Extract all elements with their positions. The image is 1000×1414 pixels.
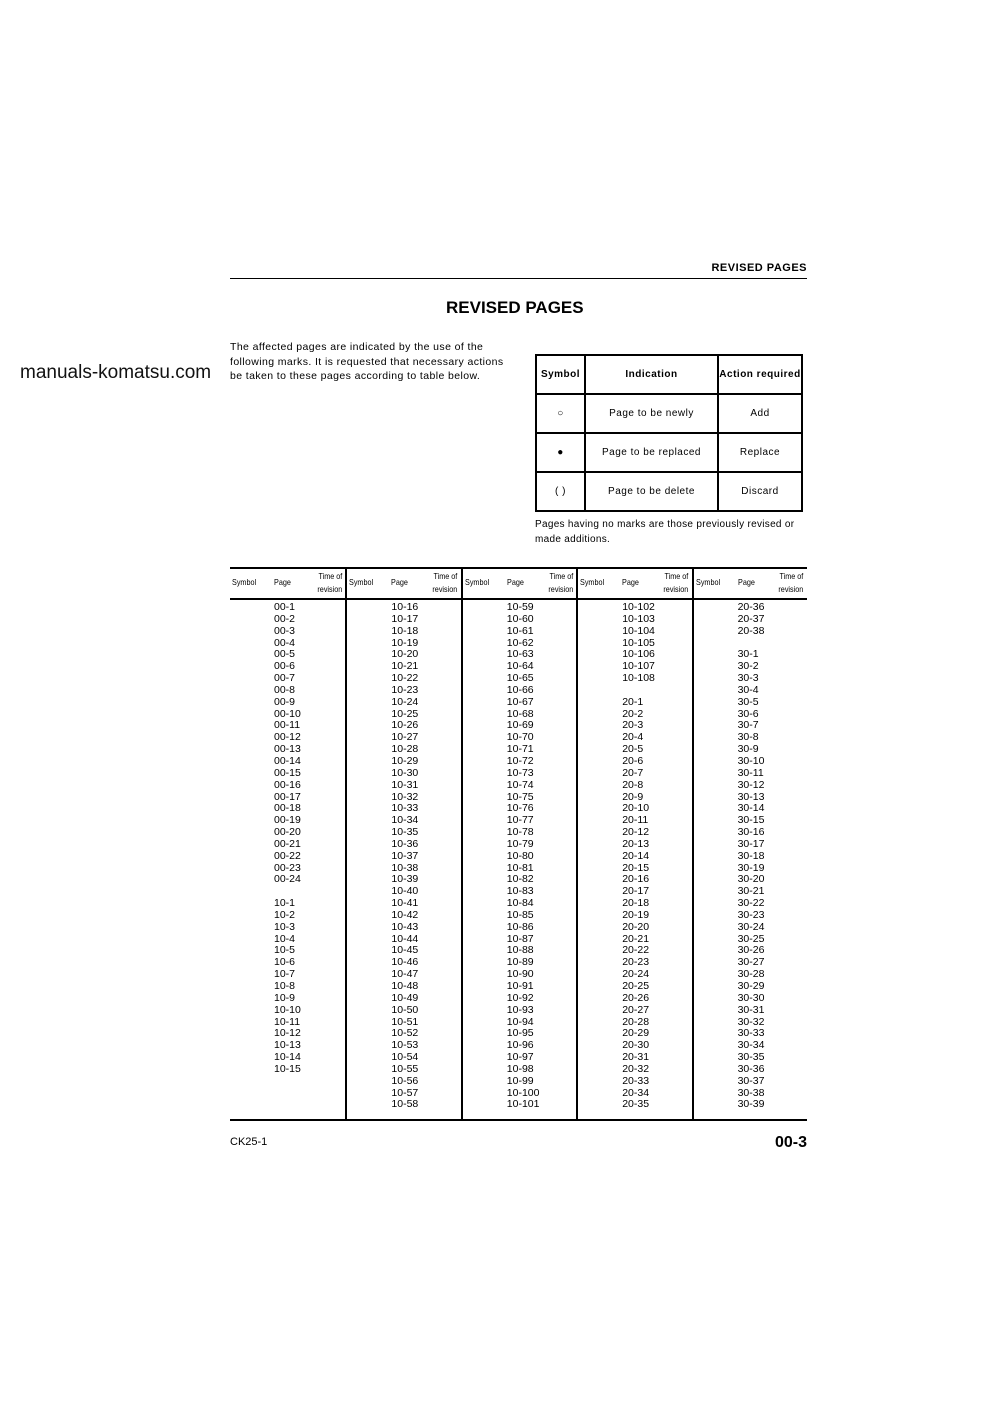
page-entry: 20-13: [622, 837, 650, 850]
page-entry: 10-18: [391, 624, 419, 637]
watermark: manuals-komatsu.com: [20, 362, 212, 383]
legend-action: Add: [718, 394, 802, 433]
column-header-page: Page: [506, 577, 524, 587]
page-entry: 30-12: [737, 778, 765, 791]
page-entry: 10-2: [274, 908, 296, 921]
page-entry: 20-32: [622, 1062, 650, 1075]
page-entry: 20-23: [622, 956, 650, 969]
page-entry: 20-27: [622, 1003, 650, 1016]
page-entry: 10-72: [506, 754, 534, 767]
page-entry: 10-15: [274, 1062, 301, 1075]
page-entry: 20-20: [622, 920, 650, 933]
page-entry: 20-19: [622, 908, 650, 921]
page-entry: 30-20: [737, 873, 765, 886]
page-entry: 10-13: [274, 1039, 301, 1052]
page-entry: 10-37: [391, 849, 419, 862]
page-entry: 10-85: [506, 908, 534, 921]
column-header-page: Page: [274, 577, 291, 587]
page-entry: 10-25: [391, 707, 419, 720]
page-entry: 10-7: [274, 968, 296, 981]
page-entry: 10-78: [506, 826, 534, 839]
page-entry: 10-106: [622, 648, 655, 661]
page-entry: 00-14: [274, 754, 301, 767]
page-entry: 30-2: [737, 660, 759, 673]
page-entry: 10-10: [274, 1003, 301, 1016]
page-entry: 10-79: [506, 837, 534, 850]
time-header-line2: revision: [317, 584, 342, 594]
page-entry: 20-18: [622, 897, 650, 910]
page-list: [738, 602, 765, 1111]
page-entry: 30-7: [737, 719, 759, 732]
page-entry: 30-9: [737, 743, 759, 756]
page-entry: 20-1: [622, 695, 644, 708]
page-entry: 20-36: [737, 601, 765, 613]
page-entry: 20-15: [622, 861, 650, 874]
page-entry: 10-44: [391, 932, 419, 945]
table-column: [345, 567, 460, 1121]
page-entry: 30-27: [737, 956, 765, 969]
page-entry: 30-31: [737, 1003, 765, 1016]
page-entry: 10-74: [506, 778, 534, 791]
legend-symbol-add: ○: [536, 394, 585, 433]
page-entry: 10-32: [391, 790, 419, 803]
page-entry: 10-19: [391, 636, 419, 649]
page-entry: 00-22: [274, 849, 301, 862]
page-entry: 10-95: [506, 1027, 534, 1040]
page-entry: 10-71: [506, 743, 534, 756]
time-header-line1: Time of: [548, 571, 573, 581]
page-entry: 10-57: [391, 1086, 419, 1099]
page-entry: 30-32: [737, 1015, 765, 1028]
legend-note: Pages having no marks are those previously revised or made additions.: [535, 519, 795, 545]
page-entry: 20-25: [622, 980, 650, 992]
time-header-line1: Time of: [779, 571, 804, 581]
page-list: [274, 602, 301, 1076]
time-header-line2: revision: [778, 584, 804, 594]
page-entry: 00-10: [274, 707, 301, 720]
page-entry: 00-17: [274, 790, 301, 803]
legend-symbol-discard: ( ): [536, 472, 585, 511]
page-entry: 30-24: [737, 920, 765, 933]
page-entry: 10-59: [506, 601, 534, 613]
page-entry: 10-9: [274, 991, 296, 1004]
page-entry: 30-13: [737, 790, 765, 803]
column-header-symbol: Symbol: [349, 577, 374, 587]
page-entry: 10-23: [391, 683, 419, 696]
page-entry: 10-103: [622, 612, 655, 625]
legend-action: Replace: [718, 433, 802, 472]
page-entry: 20-30: [622, 1039, 650, 1052]
page-entry: 30-29: [737, 980, 765, 992]
page-entry: 30-6: [737, 707, 759, 720]
page-entry: 30-14: [737, 802, 765, 815]
page-entry: 10-64: [506, 660, 534, 673]
legend-indication: Page to be delete: [585, 472, 718, 511]
page-title: REVISED PAGES: [446, 298, 584, 317]
page-entry: 10-81: [506, 861, 534, 874]
page-entry: 10-107: [622, 660, 655, 673]
page-entry: 30-22: [737, 897, 765, 910]
page-entry: 00-15: [274, 766, 301, 779]
page-entry: 10-89: [506, 956, 534, 969]
page-entry: 10-56: [391, 1074, 419, 1087]
model-code: CK25-1: [230, 1136, 268, 1148]
page-entry: 10-80: [506, 849, 534, 862]
page-entry: 10-22: [391, 672, 419, 685]
page-entry: 20-17: [622, 885, 650, 898]
page-entry: 00-12: [274, 731, 301, 744]
page-entry: 10-17: [391, 612, 419, 625]
page-entry: 10-91: [506, 980, 534, 992]
page-entry: 30-34: [737, 1039, 765, 1052]
page-entry: 00-19: [274, 814, 301, 827]
page-entry: 10-96: [506, 1039, 534, 1052]
page-entry: 10-76: [506, 802, 534, 815]
header-rule: [230, 278, 807, 279]
column-header-symbol: Symbol: [580, 577, 605, 587]
column-header-symbol: Symbol: [695, 577, 720, 587]
page-entry: 30-39: [737, 1098, 765, 1111]
page-entry: 10-8: [274, 980, 296, 992]
page-entry: 10-41: [391, 897, 419, 910]
column-header-page: Page: [391, 577, 409, 587]
page-entry: 10-77: [506, 814, 534, 827]
page-entry: 10-88: [506, 944, 534, 957]
page-entry: 10-101: [506, 1098, 540, 1111]
legend-indication: Page to be newly: [585, 394, 718, 433]
page-entry: 30-35: [737, 1051, 765, 1064]
page-entry: 20-7: [622, 766, 644, 779]
page-entry: 10-105: [622, 636, 655, 649]
page-entry: 10-55: [391, 1062, 419, 1075]
page-entry: 00-9: [274, 695, 296, 708]
page-entry: 20-16: [622, 873, 650, 886]
page-entry: 00-1: [274, 601, 296, 613]
page-entry: 30-5: [737, 695, 759, 708]
page-entry: 10-84: [506, 897, 534, 910]
page-entry: 20-35: [622, 1098, 650, 1111]
page-entry: 30-21: [737, 885, 765, 898]
page-entry: 10-93: [506, 1003, 534, 1016]
intro-text: The affected pages are indicated by the use of the following marks. It is requested that necessary actions be taken to these pages according to table below.: [230, 341, 504, 382]
page-entry: 00-6: [274, 660, 296, 673]
column-header-time: [548, 570, 573, 596]
page-entry: 30-11: [737, 766, 764, 779]
running-header: REVISED PAGES: [711, 262, 807, 274]
table-column: [230, 567, 345, 1121]
page-entry: 30-3: [737, 672, 759, 685]
page-entry: 10-34: [391, 814, 419, 827]
page-entry: 10-49: [391, 991, 419, 1004]
page-entry: 10-52: [391, 1027, 419, 1040]
page-entry: 10-12: [274, 1027, 301, 1040]
page-entry: 10-40: [391, 885, 419, 898]
page-entry: 30-10: [737, 754, 765, 767]
page-entry: 10-21: [391, 660, 419, 673]
page-entry: 30-36: [737, 1062, 765, 1075]
page-entry: 10-14: [274, 1051, 301, 1064]
page-entry: 20-29: [622, 1027, 650, 1040]
page-entry: 10-102: [622, 601, 655, 613]
time-header-line1: Time of: [664, 571, 689, 581]
page-entry: 10-31: [391, 778, 419, 791]
page-entry: 30-26: [737, 944, 765, 957]
column-header-symbol: Symbol: [464, 577, 489, 587]
page-entry: 10-63: [506, 648, 534, 661]
page-entry: 00-23: [274, 861, 301, 874]
page-number: 00-3: [774, 1134, 807, 1151]
page-list: [622, 602, 655, 1111]
page-entry: 10-39: [391, 873, 419, 886]
page-entry: 10-27: [391, 731, 419, 744]
page-entry: 20-8: [622, 778, 644, 791]
page-entry: 30-23: [737, 908, 765, 921]
legend-header-indication: Indication: [585, 355, 718, 394]
page-entry: 20-9: [622, 790, 644, 803]
time-header-line1: Time of: [433, 571, 458, 581]
page-entry: 10-60: [506, 612, 534, 625]
page-entry: 10-6: [274, 956, 296, 969]
page-entry: 10-36: [391, 837, 419, 850]
page-entry: 30-38: [737, 1086, 765, 1099]
page-entry: 20-3: [622, 719, 644, 732]
page-entry: 10-28: [391, 743, 419, 756]
page-entry: 30-18: [737, 849, 765, 862]
page-entry: 10-42: [391, 908, 419, 921]
column-header-page: Page: [622, 577, 640, 587]
page-entry: 00-4: [274, 636, 296, 649]
page-entry: 10-47: [391, 968, 419, 981]
page-entry: 20-12: [622, 826, 650, 839]
page-entry: 00-3: [274, 624, 296, 637]
page-entry: 00-21: [274, 837, 301, 850]
time-header-line2: revision: [547, 584, 573, 594]
page-entry: 10-20: [391, 648, 419, 661]
time-header-line2: revision: [432, 584, 458, 594]
legend-symbol-replace: ●: [536, 433, 585, 472]
column-header-time: [779, 570, 804, 596]
page-entry: 10-53: [391, 1039, 419, 1052]
page-entry: 10-68: [506, 707, 534, 720]
page-entry: 10-87: [506, 932, 534, 945]
page-entry: 20-38: [737, 624, 765, 637]
page-entry: 10-33: [391, 802, 419, 815]
page-entry: 10-65: [506, 672, 534, 685]
page-entry: 10-67: [506, 695, 534, 708]
page-entry: 20-10: [622, 802, 650, 815]
page-entry: 10-82: [506, 873, 534, 886]
page-entry: 20-33: [622, 1074, 650, 1087]
column-header-page: Page: [737, 577, 755, 587]
page-entry: 10-38: [391, 861, 419, 874]
page-entry: 30-15: [737, 814, 765, 827]
page-entry: 20-6: [622, 754, 644, 767]
page-entry: 30-25: [737, 932, 765, 945]
page-entry: 10-4: [274, 932, 296, 945]
page-entry: 10-46: [391, 956, 419, 969]
page-entry: 10-98: [506, 1062, 534, 1075]
revised-pages-table: [230, 567, 807, 1121]
table-column: [461, 567, 576, 1121]
page-entry: 10-48: [391, 980, 419, 992]
page-entry: 00-5: [274, 648, 296, 661]
page-entry: 10-61: [506, 624, 534, 637]
page-entry: 10-108: [622, 672, 655, 685]
page-entry: 10-69: [506, 719, 534, 732]
page-entry: 30-8: [737, 731, 759, 744]
page-entry: 20-26: [622, 991, 650, 1004]
page-entry: 10-83: [506, 885, 534, 898]
page-entry: 30-17: [737, 837, 765, 850]
page-entry: 10-54: [391, 1051, 419, 1064]
page-entry: [622, 685, 655, 697]
page-entry: 20-21: [622, 932, 650, 945]
page-entry: 10-45: [391, 944, 419, 957]
page-entry: 10-94: [506, 1015, 534, 1028]
page-entry: 20-28: [622, 1015, 650, 1028]
page-entry: 10-73: [506, 766, 534, 779]
page-entry: 10-3: [274, 920, 296, 933]
page-entry: 10-1: [274, 897, 296, 910]
page-entry: 10-100: [506, 1086, 540, 1099]
page-entry: 20-2: [622, 707, 644, 720]
page-entry: 20-5: [622, 743, 644, 756]
time-header-line2: revision: [663, 584, 689, 594]
page-entry: 10-99: [506, 1074, 534, 1087]
legend-indication: Page to be replaced: [585, 433, 718, 472]
page-entry: 00-2: [274, 612, 296, 625]
page-entry: 00-8: [274, 683, 296, 696]
page-entry: 10-66: [506, 683, 534, 696]
page-entry: 00-13: [274, 743, 301, 756]
page-entry: 10-35: [391, 826, 419, 839]
page-entry: 00-7: [274, 672, 296, 685]
page-entry: 00-20: [274, 826, 301, 839]
page-entry: 10-24: [391, 695, 419, 708]
page-entry: 00-16: [274, 778, 301, 791]
legend-header-action: Action required: [718, 355, 802, 394]
page-entry: 10-51: [391, 1015, 419, 1028]
page-entry: 20-31: [622, 1051, 650, 1064]
page-entry: 00-24: [274, 873, 301, 886]
page-entry: 10-70: [506, 731, 534, 744]
page-entry: 00-18: [274, 802, 301, 815]
legend-table: [535, 354, 803, 512]
page-entry: 30-19: [737, 861, 765, 874]
page-entry: 10-30: [391, 766, 419, 779]
page-entry: 10-5: [274, 944, 296, 957]
legend-action: Discard: [718, 472, 802, 511]
page-entry: 10-90: [506, 968, 534, 981]
page-entry: 20-37: [737, 612, 765, 625]
page-entry: 10-86: [506, 920, 534, 933]
page-entry: 10-50: [391, 1003, 419, 1016]
page-entry: 30-33: [737, 1027, 765, 1040]
page-entry: 30-1: [737, 648, 759, 661]
page-entry: 10-62: [506, 636, 534, 649]
page-entry: 20-22: [622, 944, 650, 957]
page-entry: 30-28: [737, 968, 765, 981]
page-entry: 10-16: [391, 601, 419, 613]
column-header-symbol: Symbol: [232, 577, 257, 587]
time-header-line1: Time of: [318, 571, 342, 581]
page-entry: 10-75: [506, 790, 534, 803]
page-entry: 30-4: [737, 683, 759, 696]
page-entry: 30-37: [737, 1074, 765, 1087]
page-entry: 30-30: [737, 991, 765, 1004]
page-entry: 10-97: [506, 1051, 534, 1064]
page-entry: 20-4: [622, 731, 644, 744]
table-column: [692, 567, 807, 1121]
page-entry: 20-11: [622, 814, 649, 827]
page-list: [507, 602, 540, 1111]
page-entry: 10-43: [391, 920, 419, 933]
page-entry: 20-24: [622, 968, 650, 981]
page-list: [391, 602, 418, 1111]
page-entry: 10-11: [274, 1015, 301, 1028]
column-header-time: [663, 570, 688, 596]
page-entry: 00-11: [274, 719, 301, 732]
page-entry: 10-26: [391, 719, 419, 732]
page-entry: 30-16: [737, 826, 765, 839]
column-header-time: [432, 570, 457, 596]
page-entry: 10-104: [622, 624, 655, 637]
column-header-time: [317, 570, 342, 596]
page-entry: 20-34: [622, 1086, 650, 1099]
page-entry: 10-92: [506, 991, 534, 1004]
page-entry: 20-14: [622, 849, 650, 862]
legend-header-symbol: Symbol: [536, 355, 585, 394]
page-entry: 10-29: [391, 754, 419, 767]
table-column: [576, 567, 691, 1121]
page-entry: 10-58: [391, 1098, 419, 1111]
